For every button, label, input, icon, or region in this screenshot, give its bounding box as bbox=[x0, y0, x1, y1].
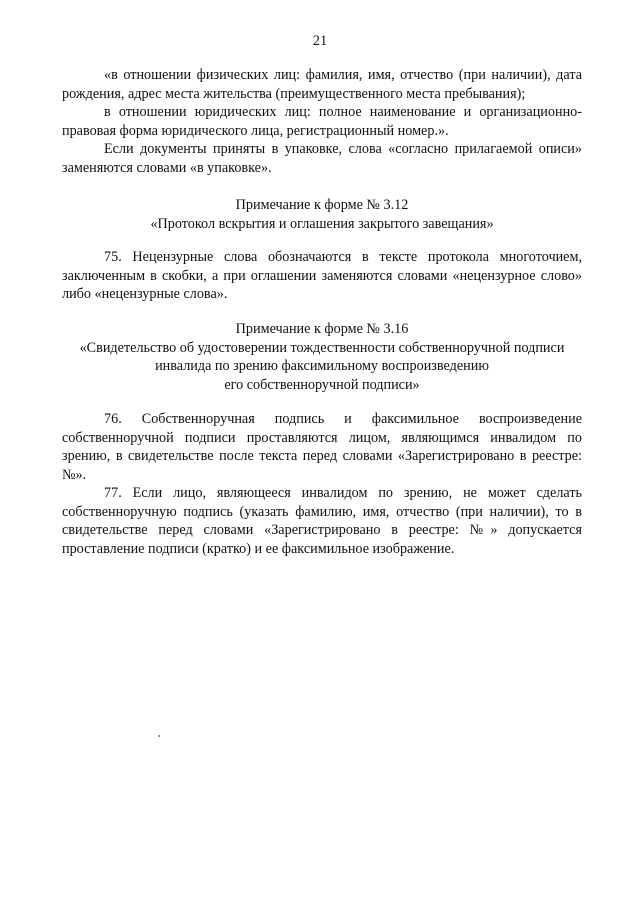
section-heading-3-16 bbox=[62, 320, 582, 394]
section-subtitle-3-12: «Протокол вскрытия и оглашения закрытого завещания» bbox=[150, 215, 494, 232]
paragraph-legal-entities: в отношении юридических лиц: полное наименование и организационно-правовая форма юридического лица, регистрационный номер.». bbox=[62, 104, 582, 139]
paragraph-75: 75. Нецензурные слова обозначаются в тексте протокола многоточием, заключенным в скобки, а при оглашении заменяются словами «нецензурное слово» либо «нецензурные слова». bbox=[62, 249, 582, 302]
section-body-3-12 bbox=[62, 248, 582, 304]
section-heading-3-12 bbox=[62, 196, 582, 233]
section-body-3-16 bbox=[62, 410, 582, 558]
section-title-3-16: Примечание к форме № 3.16 bbox=[235, 321, 409, 337]
section-subtitle-3-16-line1: «Свидетельство об удостоверении тождественности собственноручной подписи bbox=[79, 339, 565, 356]
paragraph-76: 76. Собственноручная подпись и факсимильное воспроизведение собственноручной подписи проставляются лицом, являющимся инвалидом по зрению, в свидетельстве после текста перед словами «Зарегистрировано в реестре: №». bbox=[62, 411, 582, 483]
page-number: 21 bbox=[312, 33, 328, 49]
paragraph-individuals: «в отношении физических лиц: фамилия, имя, отчество (при наличии), дата рождения, адрес места жительства (преимущественного места пребывания); bbox=[62, 67, 582, 102]
section-subtitle-3-16-line3: его собственноручной подписи» bbox=[224, 376, 420, 393]
section-title-3-12: Примечание к форме № 3.12 bbox=[235, 197, 409, 213]
section-subtitle-3-16-line2: инвалида по зрению факсимильному воспроизведению bbox=[155, 358, 489, 374]
paragraph-packaging: Если документы приняты в упаковке, слова «согласно прилагаемой описи» заменяются словами «в упаковке». bbox=[62, 141, 582, 176]
paragraph-77: 77. Если лицо, являющееся инвалидом по зрению, не может сделать собственноручную подпись (указать фамилию, имя, отчество (при наличии), то в свидетельстве перед словами «Зарегистрировано в реестре: №» допускается проставление подписи (кратко) и ее факсимильное изображение. bbox=[62, 485, 582, 557]
intro-block bbox=[62, 66, 582, 177]
scan-speck bbox=[158, 735, 160, 737]
